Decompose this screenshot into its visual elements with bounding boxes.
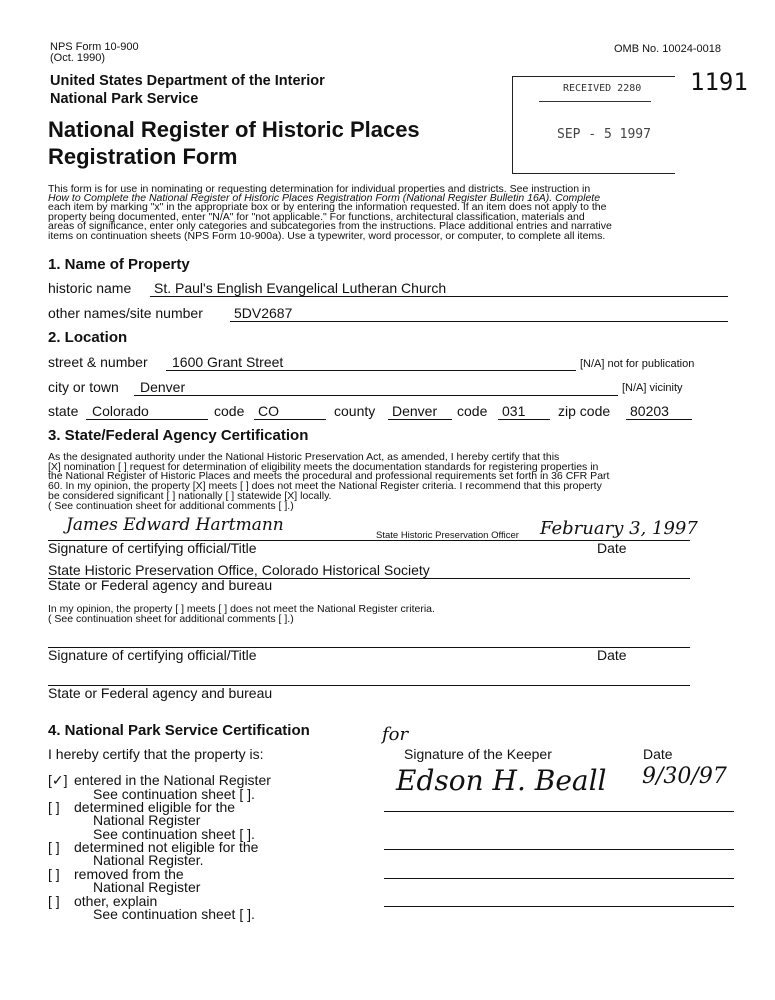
section-3-heading: 3. State/Federal Agency Certification: [48, 427, 309, 444]
option-2-continuation: See continuation sheet [ ].: [93, 826, 255, 842]
signature2-label: Signature of certifying official/Title: [48, 647, 257, 663]
certifying-date: February 3, 1997: [540, 518, 698, 539]
cert-text-5: be considered significant [ ] nationally [ ] statewide [X] locally.: [48, 490, 332, 502]
historic-name-value[interactable]: St. Paul's English Evangelical Lutheran Church: [154, 280, 447, 296]
other-names-label: other names/site number: [48, 305, 203, 321]
keeper-for: for: [382, 724, 409, 745]
option-4-label2: National Register: [93, 879, 201, 895]
cert-text-2: [X] nomination [ ] request for determination of eligibility meets the documentation standards for registering properties in: [48, 461, 599, 473]
section-1-heading: 1. Name of Property: [48, 256, 190, 273]
instructions-line-1: This form is for use in nominating or requesting determination for individual properties and districts. See instruction in: [48, 183, 591, 195]
state-label: state: [48, 403, 79, 419]
omb-number: OMB No. 10024-0018: [614, 43, 722, 55]
date2-label: Date: [597, 647, 627, 663]
agency-value[interactable]: State Historic Preservation Office, Colorado Historical Society: [48, 562, 430, 578]
nps-intro: I hereby certify that the property is:: [48, 746, 264, 762]
signature-label: Signature of certifying official/Title: [48, 540, 257, 556]
not-for-publication: [N/A] not for publication: [580, 358, 695, 370]
vicinity: [N/A] vicinity: [622, 382, 683, 394]
county-code-value[interactable]: 031: [502, 403, 526, 419]
county-label: county: [334, 403, 376, 419]
handwritten-number: 1191: [690, 68, 748, 96]
instructions-line-4: property being documented, enter "N/A" for "not applicable." For functions, architectural classification, materials and: [48, 211, 585, 223]
option-2-label: determined eligible for the: [74, 799, 236, 815]
keeper-date: 9/30/97: [642, 764, 727, 789]
street-label: street & number: [48, 354, 148, 370]
form-date: (Oct. 1990): [50, 52, 106, 64]
date-label: Date: [597, 540, 627, 556]
option-4-box[interactable]: [ ]: [48, 866, 60, 882]
option-5-box[interactable]: [ ]: [48, 893, 60, 909]
keeper-signature: Edson H. Beall: [396, 764, 607, 797]
option-2-box[interactable]: [ ]: [48, 799, 60, 815]
section-4-heading: 4. National Park Service Certification: [48, 722, 310, 739]
cert-text-1: As the designated authority under the National Historic Preservation Act, as amended, I hereby certify that this: [48, 451, 560, 463]
option-1-continuation: See continuation sheet [ ].: [93, 786, 255, 802]
option-2-label2: National Register: [93, 812, 201, 828]
agency-label: State or Federal agency and bureau: [48, 577, 273, 593]
option-5-continuation: See continuation sheet [ ].: [93, 906, 255, 922]
county-code-label: code: [457, 403, 488, 419]
zip-value[interactable]: 80203: [630, 403, 669, 419]
instructions-line-6: items on continuation sheets (NPS Form 10-900a). Use a typewriter, word processor, or computer, to complete all items.: [48, 230, 606, 242]
state-value[interactable]: Colorado: [92, 403, 149, 419]
opinion-line-1: In my opinion, the property [ ] meets [ ] does not meet the National Register criteria.: [48, 603, 435, 615]
option-1-label: entered in the National Register: [74, 772, 271, 788]
zip-label: zip code: [558, 403, 611, 419]
city-value[interactable]: Denver: [140, 379, 186, 395]
option-3-label2: National Register.: [93, 852, 204, 868]
agency: National Park Service: [50, 91, 199, 107]
option-3-label: determined not eligible for the: [74, 839, 259, 855]
agency2-label: State or Federal agency and bureau: [48, 685, 273, 701]
cert-text-4: 60. In my opinion, the property [X] meets [ ] does not meet the National Register criteria. I recommend that this property: [48, 480, 602, 492]
county-value[interactable]: Denver: [392, 403, 438, 419]
instructions-line-5: areas of significance, enter only categories and subcategories from the instructions. Place additional entries and narrative: [48, 220, 612, 232]
street-value[interactable]: 1600 Grant Street: [172, 354, 284, 370]
certifying-signature: James Edward Hartmann: [66, 515, 284, 535]
stamp-date: SEP - 5 1997: [557, 127, 651, 142]
form-number: NPS Form 10-900: [50, 41, 139, 53]
option-5-label: other, explain: [74, 893, 158, 909]
historic-name-label: historic name: [48, 280, 132, 296]
instructions-line-2: How to Complete the National Register of Historic Places Registration Form (National Register Bulletin 16A). Complete: [48, 192, 601, 204]
cert-text-3: the National Register of Historic Places and meets the procedural and professional requirements set forth in 36 CFR Part: [48, 470, 610, 482]
option-1-box[interactable]: [✓]: [48, 772, 68, 788]
opinion-line-2: ( See continuation sheet for additional comments [ ].): [48, 613, 294, 625]
page-title: National Register of Historic Places: [48, 117, 420, 142]
keeper-date-label: Date: [643, 746, 673, 762]
received-stamp: [512, 76, 675, 174]
state-code-value[interactable]: CO: [258, 403, 279, 419]
page-subtitle: Registration Form: [48, 144, 238, 169]
option-4-label: removed from the: [74, 866, 184, 882]
stamp-received: RECEIVED 2280: [563, 83, 642, 94]
option-3-box[interactable]: [ ]: [48, 839, 60, 855]
section-2-heading: 2. Location: [48, 329, 128, 346]
instructions-line-3: each item by marking "x" in the appropriate box or by entering the information requested. If an item does not apply to the: [48, 201, 607, 213]
department: United States Department of the Interior: [50, 73, 325, 89]
city-label: city or town: [48, 379, 119, 395]
state-code-label: code: [214, 403, 245, 419]
keeper-label: Signature of the Keeper: [404, 746, 552, 762]
cert-text-6: ( See continuation sheet for additional comments [ ].): [48, 500, 294, 512]
other-names-value[interactable]: 5DV2687: [234, 305, 293, 321]
sig-title: State Historic Preservation Officer: [376, 530, 519, 541]
